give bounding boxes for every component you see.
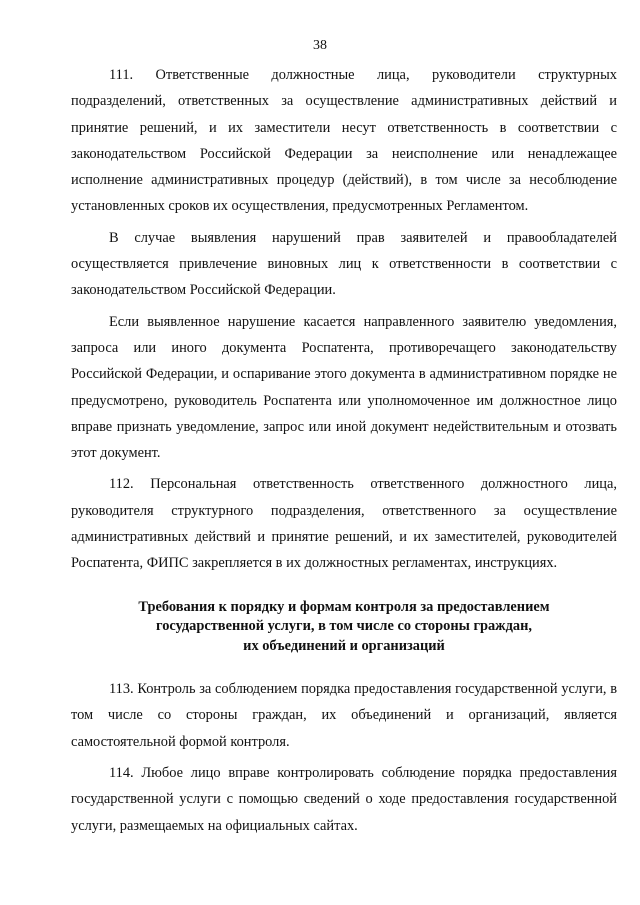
- paragraph-111: 111. Ответственные должностные лица, руководители структурных подразделений, ответственных за осуществление административных действий и принятие решений, и их заместители несут ответственность в соответствии с законодательством Российской Федерации за неисполнение или ненадлежащее исполнение административных процедур (действий), в том числе за несоблюдение установленных сроков их осуществления, предусмотренных Регламентом.: [71, 67, 617, 215]
- section-heading: [71, 598, 617, 657]
- paragraph-violations: В случае выявления нарушений прав заявителей и правообладателей осуществляется привлечение виновных лиц к ответственности в соответствии с законодательством Российской Федерации.: [71, 229, 617, 299]
- section-heading-line-3: их объединений и организаций: [243, 637, 445, 654]
- page-number: 38: [313, 38, 327, 53]
- section-heading-line-2: государственной услуги, в том числе со стороны граждан,: [156, 618, 532, 635]
- document-body: [71, 62, 617, 839]
- paragraph-invalid-document: Если выявленное нарушение касается направленного заявителю уведомления, запроса или иного документа Роспатента, противоречащего законодательству Российской Федерации, и оспаривание этого документа в административном порядке не предусмотрено, руководитель Роспатента или уполномоченное им должностное лицо вправе признать уведомление, запрос или иной документ недействительным и отозвать этот документ.: [71, 313, 617, 462]
- paragraph-112: 112. Персональная ответственность ответственного должностного лица, руководителя структурного подразделения, ответственного за осуществление административных действий и принятие решений, и их заместителей, руководителей Роспатента, ФИПС закрепляется в их должностных регламентах, инструкциях.: [71, 476, 617, 572]
- section-heading-line-1: Требования к порядку и формам контроля за предоставлением: [138, 598, 550, 615]
- paragraph-113: 113. Контроль за соблюдением порядка предоставления государственной услуги, в том числе со стороны граждан, их объединений и организаций, является самостоятельной формой контроля.: [71, 681, 617, 750]
- paragraph-114: 114. Любое лицо вправе контролировать соблюдение порядка предоставления государственной услуги с помощью сведений о ходе предоставления государственной услуги, размещаемых на официальных сайтах.: [71, 765, 617, 834]
